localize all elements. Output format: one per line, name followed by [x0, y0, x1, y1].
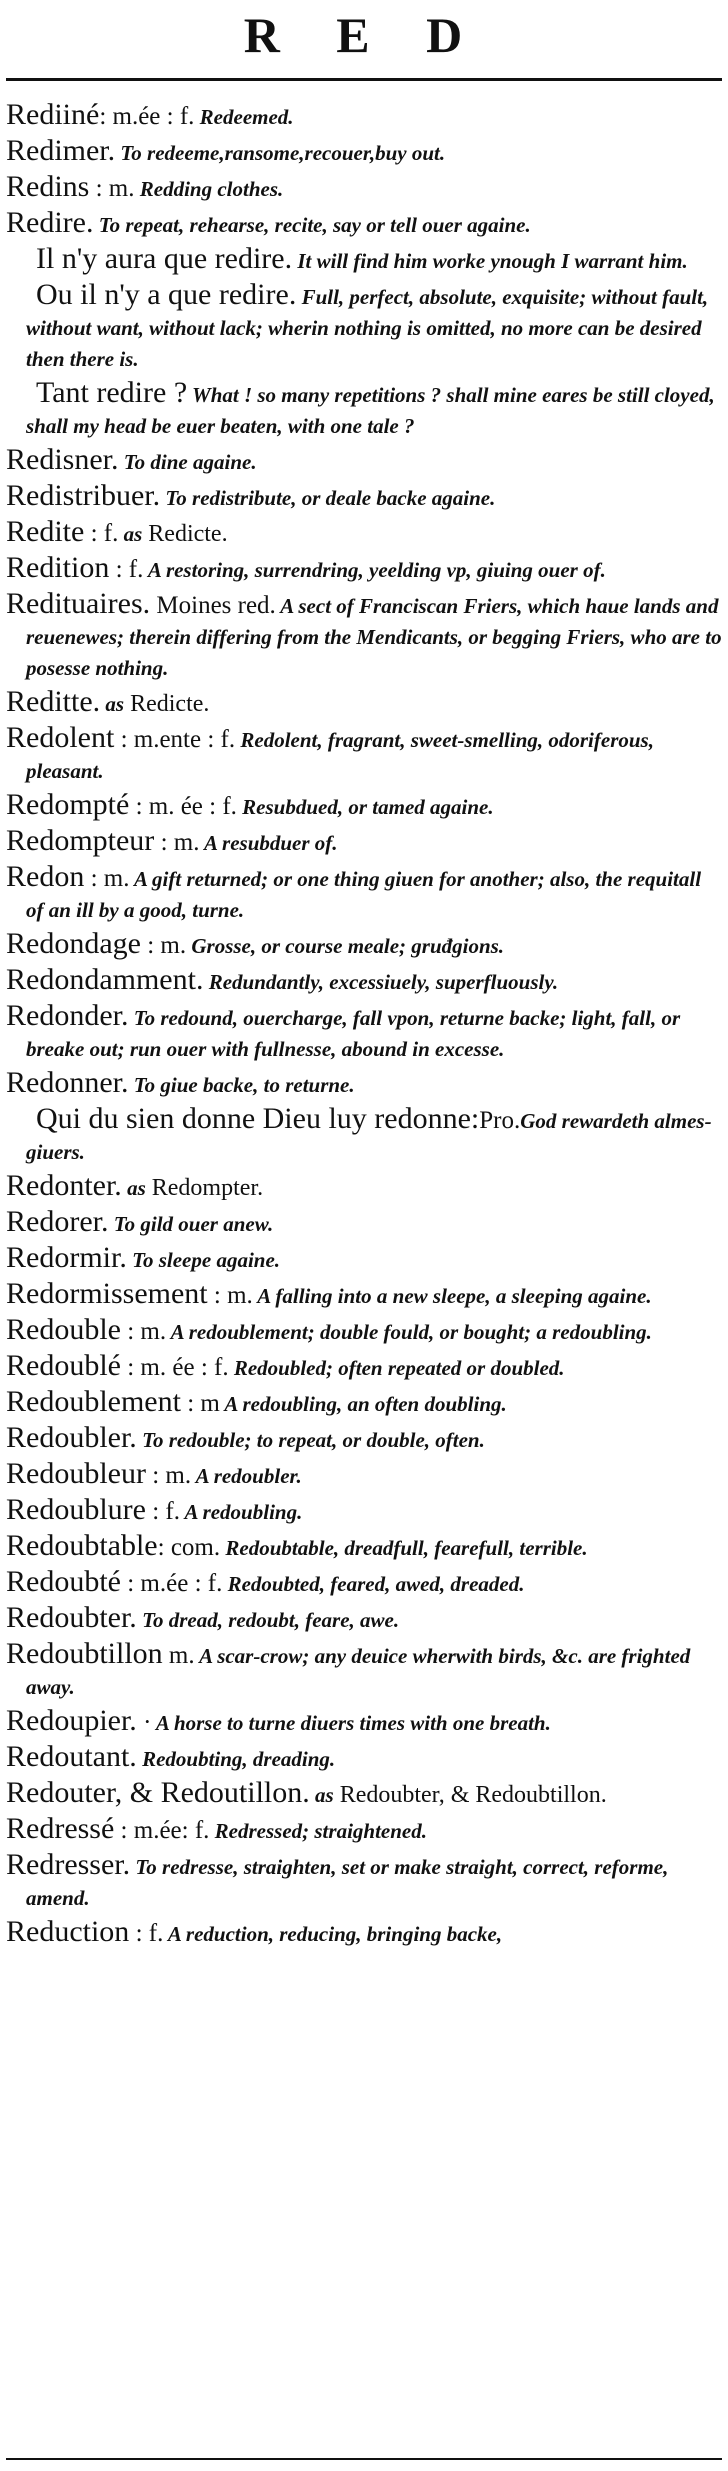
- entry-headword: Redistribuer.: [6, 479, 161, 512]
- entry-grammar: : m. ée : f.: [129, 793, 237, 820]
- dictionary-entry: [0, 589, 722, 683]
- entry-headword: Redoutant.: [6, 1740, 137, 1773]
- entry-grammar: : m.: [145, 1462, 192, 1489]
- dictionary-entry: [0, 687, 722, 719]
- entry-headword: Redompté: [6, 788, 130, 821]
- entry-headword: Tant redire ?: [36, 376, 188, 409]
- entry-headword: Redituaires.: [6, 587, 151, 620]
- entry-headword: Redolent: [6, 721, 115, 754]
- entry-grammar: : m.: [154, 829, 200, 856]
- page-header-title: R E D: [243, 7, 485, 63]
- entry-headword: Reditte.: [6, 685, 101, 718]
- entry-cross-reference: Redompter.: [145, 1175, 264, 1201]
- entry-definition: To repeat, rehearse, recite, say or tell ouer againe.: [93, 213, 531, 237]
- dictionary-entry: [0, 1315, 722, 1347]
- entry-definition: Resubdued, or tamed againe.: [236, 795, 494, 819]
- entry-headword: Redoubler.: [6, 1421, 137, 1454]
- entry-definition: Redundantly, excessiuely, superfluously.: [203, 970, 559, 994]
- dictionary-entry: [0, 1531, 722, 1563]
- entry-headword: Ou il n'y a que redire.: [36, 278, 297, 311]
- entry-headword: Redition: [6, 551, 110, 584]
- entry-definition: as: [118, 522, 143, 546]
- dictionary-entry: [0, 172, 722, 204]
- entry-headword: Redoublement: [6, 1385, 181, 1418]
- entry-definition: Redoubting, dreading.: [136, 1747, 336, 1771]
- dictionary-entry: [0, 100, 722, 132]
- entry-headword: Redonner.: [6, 1066, 129, 1099]
- entry-definition: To redound, ouercharge, fall vpon, returne backe; light, fall, or breake out; run ouer with fullnesse, abound in excesse.: [26, 1006, 681, 1061]
- entry-definition: To redistribute, or deale backe againe.: [160, 486, 496, 510]
- entry-definition: Redoubted, feared, awed, dreaded.: [222, 1572, 525, 1596]
- entry-grammar: : m: [180, 1390, 220, 1417]
- entry-cross-reference: Redicte.: [142, 521, 228, 547]
- entry-definition: A redoublement; double fould, or bought; a redoubling.: [166, 1320, 652, 1344]
- dictionary-entry: [0, 1387, 722, 1419]
- dictionary-entry: [0, 965, 722, 997]
- entry-headword: Reduction: [6, 1915, 130, 1948]
- entry-definition: A redoubling, an often doubling.: [219, 1392, 507, 1416]
- entry-definition: A scar-crow; any deuice wherwith birds, &c. are frighted away.: [26, 1644, 691, 1699]
- entry-definition: Grosse, or course meale; gruđgions.: [186, 934, 505, 958]
- entry-definition: Redolent, fragrant, sweet-smelling, odoriferous, pleasant.: [26, 728, 654, 783]
- dictionary-entry: [0, 481, 722, 513]
- entry-headword: Redoublé: [6, 1349, 121, 1382]
- dictionary-entry: [0, 929, 722, 961]
- entry-definition: A redoubler.: [191, 1464, 302, 1488]
- entry-headword: Redins: [6, 170, 90, 203]
- dictionary-entry: [0, 1495, 722, 1527]
- entry-headword: Il n'y aura que redire.: [36, 242, 293, 275]
- dictionary-entry: [0, 553, 722, 585]
- entry-definition: Redressed; straightened.: [209, 1819, 427, 1843]
- entry-grammar: Moines red.: [150, 592, 276, 619]
- entry-headword: Redresser.: [6, 1848, 131, 1881]
- dictionary-entry: [0, 244, 722, 276]
- dictionary-entry: [0, 1423, 722, 1455]
- entry-headword: Redompteur: [6, 824, 155, 857]
- entry-definition: To dine againe.: [118, 450, 257, 474]
- entry-headword: Rediiné: [6, 98, 100, 131]
- entry-headword: Redormir.: [6, 1241, 127, 1274]
- entry-grammar: : f.: [84, 520, 119, 547]
- entry-definition: Redoubled; often repeated or doubled.: [228, 1356, 565, 1380]
- entry-definition: A reduction, reducing, bringing backe,: [163, 1922, 503, 1946]
- entry-headword: Redoubleur: [6, 1457, 146, 1490]
- entry-headword: Qui du sien donne Dieu luy redonne:: [36, 1102, 480, 1135]
- entry-headword: Redondamment.: [6, 963, 204, 996]
- entry-grammar: m.: [162, 1642, 195, 1669]
- entry-grammar: ·: [136, 1709, 152, 1736]
- entry-headword: Redoublure: [6, 1493, 146, 1526]
- dictionary-entry: [0, 378, 722, 441]
- entry-definition: A gift returned; or one thing giuen for another; also, the requitall of an ill by a good, turne.: [26, 867, 702, 922]
- footer-rule: [6, 2458, 722, 2460]
- dictionary-entry: [0, 1814, 722, 1846]
- entry-grammar: : m.: [140, 932, 187, 959]
- entry-headword: Redoubtable: [6, 1529, 158, 1562]
- dictionary-entry: [0, 517, 722, 549]
- entry-definition: Redoubtable, dreadfull, fearefull, terrible.: [220, 1536, 588, 1560]
- entry-definition: To giue backe, to returne.: [128, 1073, 355, 1097]
- entry-definition: as: [100, 692, 125, 716]
- dictionary-entry: [0, 790, 722, 822]
- entry-definition: A redoubling.: [180, 1500, 303, 1524]
- entry-grammar: : f.: [109, 556, 144, 583]
- entry-headword: Redon: [6, 860, 85, 893]
- entry-grammar: : m.: [84, 865, 130, 892]
- entry-grammar: : f.: [145, 1498, 180, 1525]
- dictionary-entry: [0, 1639, 722, 1702]
- entry-headword: Redisner.: [6, 443, 119, 476]
- entry-headword: Redoubtillon: [6, 1637, 163, 1670]
- entry-definition: Full, perfect, absolute, exquisite; without fault, without want, without lack; wherin nothing is omitted, no more can be desired then there is.: [26, 285, 709, 371]
- dictionary-entry: [0, 1351, 722, 1383]
- entry-headword: Redire.: [6, 206, 94, 239]
- dictionary-entry: [0, 1706, 722, 1738]
- entry-definition: God rewardeth almes-giuers.: [26, 1109, 712, 1164]
- entry-definition: To sleepe againe.: [126, 1248, 281, 1272]
- dictionary-entry: [0, 136, 722, 168]
- entry-cross-reference: Redoubter, & Redoubtillon.: [333, 1782, 607, 1808]
- entry-definition: To redouble; to repeat, or double, often.: [136, 1428, 485, 1452]
- dictionary-entry: [0, 1068, 722, 1100]
- dictionary-entry: [0, 1850, 722, 1913]
- dictionary-entry: [0, 1171, 722, 1203]
- entry-grammar: : com.: [157, 1534, 221, 1561]
- dictionary-entry: [0, 1567, 722, 1599]
- dictionary-entry: [0, 1243, 722, 1275]
- entry-headword: Redonter.: [6, 1169, 122, 1202]
- entry-grammar: : f.: [129, 1920, 164, 1947]
- entry-headword: Redoubter.: [6, 1601, 137, 1634]
- dictionary-entry: [0, 280, 722, 374]
- entry-grammar: : m.ée : f.: [99, 103, 195, 130]
- entry-definition: as: [121, 1176, 146, 1200]
- dictionary-entry: [0, 1279, 722, 1311]
- entry-grammar: : m.: [207, 1282, 253, 1309]
- dictionary-entry: [0, 1104, 722, 1167]
- entry-definition: To gild ouer anew.: [108, 1212, 274, 1236]
- entry-definition: To redeeme,ransome,recouer,buy out.: [115, 141, 446, 165]
- entry-grammar: : m.ée : f.: [120, 1570, 223, 1597]
- entry-headword: Redite: [6, 515, 85, 548]
- entry-definition: as: [309, 1783, 334, 1807]
- dictionary-entry: [0, 826, 722, 858]
- entry-headword: Redouter, & Redoutillon.: [6, 1776, 310, 1809]
- entry-definition: A sect of Franciscan Friers, which haue lands and reuenewes; therein differing from the Mendicants, or begging Friers, who are to posesse nothing.: [26, 594, 722, 680]
- entry-headword: Redouble: [6, 1313, 121, 1346]
- entry-grammar: : m.ente : f.: [114, 726, 236, 753]
- entry-grammar: : m.: [89, 175, 135, 202]
- dictionary-entry: [0, 1207, 722, 1239]
- dictionary-entry: [0, 445, 722, 477]
- entry-definition: To redresse, straighten, set or make straight, correct, reforme, amend.: [26, 1855, 669, 1910]
- entry-definition: What ! so many repetitions ? shall mine eares be still cloyed, shall my head be euer beaten, with one tale ?: [26, 383, 715, 438]
- entry-definition: It will find him worke ynough I warrant him.: [292, 249, 688, 273]
- entry-definition: A restoring, surrendring, yeelding vp, giuing ouer of.: [143, 558, 606, 582]
- entry-headword: Redoupier.: [6, 1704, 137, 1737]
- entry-grammar: : m.: [120, 1318, 167, 1345]
- entry-headword: Redressé: [6, 1812, 115, 1845]
- entry-definition: A resubduer of.: [199, 831, 338, 855]
- dictionary-entry: [0, 1603, 722, 1635]
- entry-definition: To dread, redoubt, feare, awe.: [136, 1608, 400, 1632]
- entry-headword: Redimer.: [6, 134, 116, 167]
- dictionary-entry: [0, 1001, 722, 1064]
- entry-definition: A falling into a new sleepe, a sleeping againe.: [252, 1284, 652, 1308]
- dictionary-entry: [0, 862, 722, 925]
- entry-definition: A horse to turne diuers times with one breath.: [151, 1711, 551, 1735]
- entry-headword: Redondage: [6, 927, 141, 960]
- entry-grammar: Pro.: [479, 1107, 521, 1134]
- entry-headword: Redonder.: [6, 999, 129, 1032]
- entry-definition: Redeemed.: [194, 105, 294, 129]
- entry-grammar: : m.ée: f.: [114, 1817, 210, 1844]
- entry-list: [0, 100, 722, 1953]
- dictionary-entry: [0, 723, 722, 786]
- entry-headword: Redorer.: [6, 1205, 109, 1238]
- dictionary-entry: [0, 208, 722, 240]
- entry-headword: Redoubté: [6, 1565, 121, 1598]
- entry-headword: Redormissement: [6, 1277, 208, 1310]
- header-rule: [6, 78, 722, 81]
- dictionary-entry: [0, 1742, 722, 1774]
- entry-definition: Redding clothes.: [134, 177, 284, 201]
- dictionary-entry: [0, 1459, 722, 1491]
- dictionary-entry: [0, 1917, 722, 1949]
- dictionary-entry: [0, 1778, 722, 1810]
- entry-grammar: : m. ée : f.: [120, 1354, 229, 1381]
- entry-cross-reference: Redicte.: [124, 691, 210, 717]
